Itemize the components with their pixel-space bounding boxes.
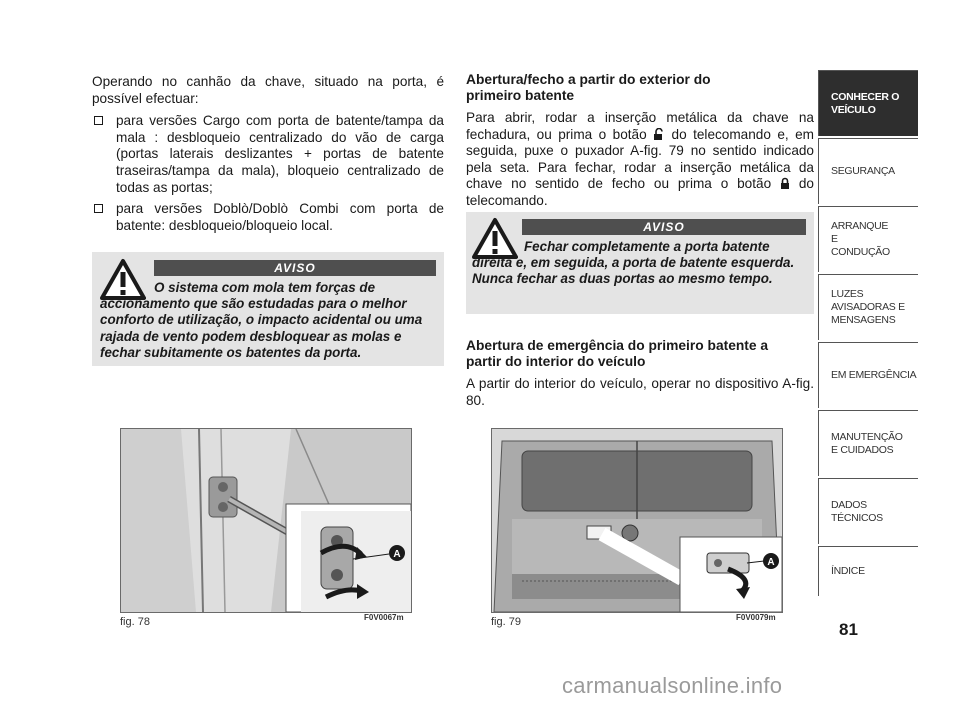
tab-label: MANUTENÇÃO E CUIDADOS: [831, 430, 903, 456]
tab-arranque-e-conducao[interactable]: [818, 206, 918, 272]
figure-caption: fig. 79: [491, 616, 521, 628]
rear-door-illustration: [492, 429, 782, 612]
warning-label: AVISO: [522, 219, 806, 235]
tab-label: EM EMERGÊNCIA: [831, 369, 917, 381]
tab-em-emergencia[interactable]: [818, 342, 918, 408]
page-number: 81: [839, 620, 858, 639]
left-column: [92, 74, 444, 239]
right-column-top: [466, 72, 814, 216]
paragraph-part: do telecomando.: [466, 176, 814, 208]
figure-marker-label: A: [767, 557, 775, 568]
warning-label: AVISO: [154, 260, 436, 276]
tab-indice[interactable]: [818, 546, 918, 596]
warning-box: [466, 212, 814, 314]
figure-code: F0V0079m: [736, 613, 776, 622]
warning-box: [92, 252, 444, 366]
tab-label: CONHECER O VEÍCULO: [831, 90, 900, 116]
paragraph: A partir do interior do veículo, operar no dispositivo A-fig. 80.: [466, 376, 814, 408]
bullet-text: para versões Doblò/Doblò Combi com porta de batente: desbloqueio/bloqueio local.: [116, 201, 444, 233]
tab-label: ARRANQUE E CONDUÇÃO: [831, 220, 890, 258]
tab-label: SEGURANÇA: [831, 165, 895, 177]
tab-label: LUZES AVISADORAS E MENSAGENS: [831, 288, 905, 326]
tab-label: DADOS TÉCNICOS: [831, 498, 883, 524]
lock-icon: [780, 177, 790, 190]
paragraph-part: do telecomando e, em seguida, puxe o puxador A-fig. 79 no sentido indicado pela seta. Para fechar, rodar a inserção metálica da chave no sentido de fecho ou prima o botão: [466, 126, 815, 192]
intro-paragraph: Operando no canhão da chave, situado na porta, é possível efectuar:: [92, 74, 444, 106]
warning-text: Fechar completamente a porta batente direita e, em seguida, a porta de batente esquerda. Nunca fechar as duas portas ao mesmo tempo.: [472, 239, 795, 287]
watermark: carmanualsonline.info: [562, 673, 783, 698]
door-hinge-illustration: [121, 429, 411, 612]
right-column-bottom: [466, 338, 814, 415]
tab-manutencao-e-cuidados[interactable]: [818, 410, 918, 476]
warning-text: O sistema com mola tem forças de accionamento que são estudadas para o melhor conforto de utilização, o impacto acidental ou uma rajada de vento podem desbloquear as molas e fechar subitamente os batentes da porta.: [100, 280, 423, 360]
checkbox-bullet-icon: [94, 204, 103, 213]
checkbox-bullet-icon: [94, 116, 103, 125]
tab-luzes-avisadoras[interactable]: [818, 274, 918, 340]
figure-marker-label: A: [393, 549, 401, 560]
figure-caption: fig. 78: [120, 616, 150, 628]
paragraph: [466, 110, 814, 210]
figure-door-hinge: [120, 428, 412, 613]
list-item: [92, 201, 444, 234]
list-item: [92, 113, 444, 196]
figure-code: F0V0067m: [364, 613, 404, 622]
tab-dados-tecnicos[interactable]: [818, 478, 918, 544]
unlock-icon: [653, 128, 665, 141]
tab-conhecer-o-veiculo[interactable]: [818, 70, 918, 136]
figure-rear-door: [491, 428, 783, 613]
paragraph-part: Para abrir, rodar a inserção metálica da chave na fechadura, ou prima o botão: [466, 110, 814, 142]
tab-seguranca[interactable]: [818, 138, 918, 204]
tab-label: ÍNDICE: [831, 565, 865, 577]
bullet-text: para versões Cargo com porta de batente/tampa da mala : desbloqueio centralizado do vão de carga (portas laterais deslizantes + portas de batente traseiras/tampa da mala), bloqueio centralizado de todas as portas;: [116, 113, 444, 195]
section-heading: Abertura/fecho a partir do exterior do primeiro batente: [466, 72, 711, 103]
section-heading: Abertura de emergência do primeiro batente a partir do interior do veículo: [466, 338, 769, 369]
